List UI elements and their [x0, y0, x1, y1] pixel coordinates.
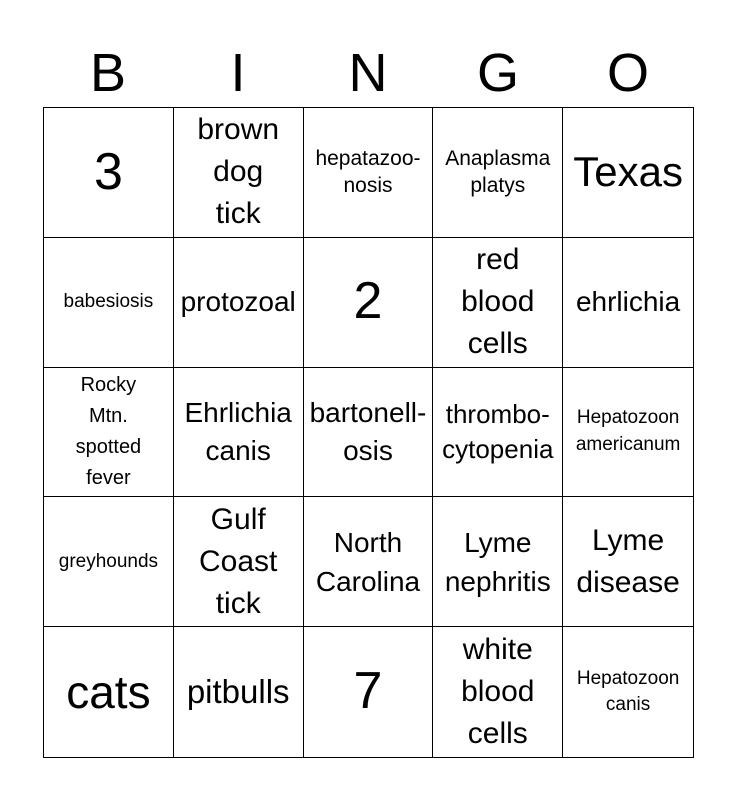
bingo-cell[interactable] — [433, 238, 563, 368]
header-letter-b: B — [89, 43, 127, 103]
bingo-cell[interactable] — [174, 238, 304, 368]
bingo-cell[interactable] — [563, 497, 693, 627]
bingo-cell[interactable] — [44, 497, 174, 627]
cell-label: Lyme nephritis — [444, 526, 551, 597]
bingo-board — [43, 107, 694, 758]
bingo-cell[interactable] — [304, 108, 434, 238]
cell-label: 2 — [353, 272, 383, 331]
cell-label: Anaplasma platys — [445, 147, 551, 198]
bingo-cell[interactable] — [304, 238, 434, 368]
header-letter-g: G — [476, 43, 519, 103]
cell-label: North Carolina — [315, 526, 421, 597]
bingo-cell[interactable] — [44, 627, 174, 757]
cell-label: ehrlichia — [575, 286, 681, 318]
bingo-cell[interactable] — [174, 627, 304, 757]
cell-label: white blood cells — [461, 633, 535, 751]
header-letter-o: O — [606, 43, 649, 103]
bingo-cell[interactable] — [304, 368, 434, 498]
bingo-cell[interactable] — [433, 108, 563, 238]
cell-label: pitbulls — [186, 673, 290, 711]
cell-label: Rocky Mtn. spotted fever — [75, 373, 142, 489]
cell-label: protozoal — [180, 286, 296, 318]
bingo-cell[interactable] — [433, 368, 563, 498]
bingo-cell[interactable] — [433, 627, 563, 757]
cell-label: Ehrlichia canis — [184, 397, 292, 466]
cell-label: Texas — [573, 148, 683, 196]
bingo-header — [43, 40, 693, 106]
cell-label: Gulf Coast tick — [199, 502, 278, 620]
cell-label: bartonell- osis — [309, 397, 427, 466]
cell-label: hepatazoo- nosis — [315, 147, 421, 198]
cell-label: Hepatozoon americanum — [575, 407, 681, 455]
cell-label: greyhounds — [58, 550, 159, 572]
bingo-cell[interactable] — [304, 497, 434, 627]
bingo-cell[interactable] — [174, 368, 304, 498]
header-letter-n: N — [348, 43, 388, 103]
cell-label: Lyme disease — [576, 523, 680, 599]
bingo-cell[interactable] — [174, 108, 304, 238]
bingo-cell[interactable] — [44, 108, 174, 238]
bingo-cell[interactable] — [304, 627, 434, 757]
bingo-cell[interactable] — [563, 238, 693, 368]
cell-label: babesiosis — [63, 291, 154, 313]
bingo-cell[interactable] — [433, 497, 563, 627]
cell-label: Hepatozoon canis — [576, 668, 680, 716]
bingo-cell[interactable] — [563, 368, 693, 498]
bingo-cell[interactable] — [44, 368, 174, 498]
cell-label: 7 — [353, 662, 383, 721]
bingo-cell[interactable] — [563, 108, 693, 238]
cell-label: brown dog tick — [197, 113, 280, 231]
cell-label: red blood cells — [461, 243, 535, 361]
bingo-cell[interactable] — [563, 627, 693, 757]
cell-label: thrombo- cytopenia — [442, 398, 554, 464]
bingo-cell[interactable] — [44, 238, 174, 368]
cell-label: cats — [66, 665, 151, 718]
header-letter-i: I — [230, 43, 246, 103]
cell-label: 3 — [93, 142, 123, 201]
bingo-cell[interactable] — [174, 497, 304, 627]
